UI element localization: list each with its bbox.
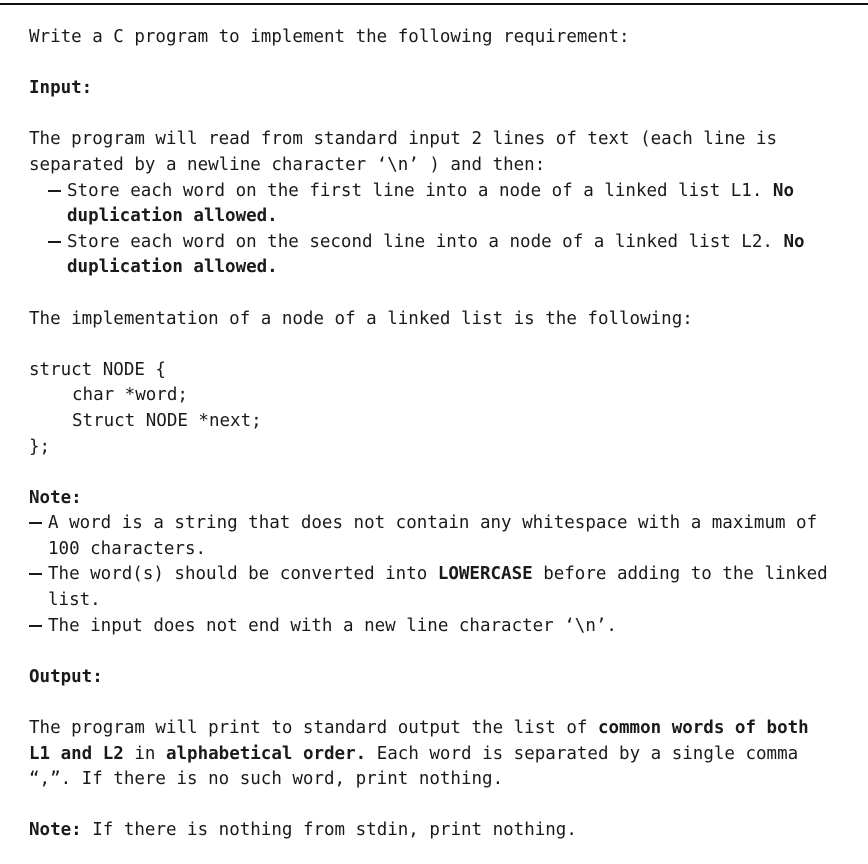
note-bullet-2: The word(s) should be converted into LOWERCASE before adding to the linked list. xyxy=(29,562,859,613)
code-block xyxy=(29,358,859,460)
code-line-1: struct NODE { xyxy=(29,359,166,380)
dash-bullet-icon xyxy=(48,241,61,243)
note-heading: Note: xyxy=(29,487,82,508)
dash-bullet-icon xyxy=(48,190,61,192)
dash-bullet-icon xyxy=(29,573,42,575)
implementation-text: The implementation of a node of a linked list is the following: xyxy=(29,308,693,329)
input-para-line-1: The program will read from standard input 2 lines of text (each line is xyxy=(29,129,778,150)
output-heading: Output: xyxy=(29,666,103,687)
input-bullet-1: Store each word on the first line into a node of a linked list L1. No duplication allowed. xyxy=(29,179,859,230)
input-para-line-2: separated by a newline character ‘\n’ ) and then: xyxy=(29,154,546,175)
dash-bullet-icon xyxy=(29,625,42,627)
final-note-text: If there is nothing from stdin, print nothing. xyxy=(81,820,577,841)
note-bullet-3: The input does not end with a new line character ‘\n’. xyxy=(29,614,859,640)
note-bullet-1: A word is a string that does not contain any whitespace with a maximum of 100 characters. xyxy=(29,511,859,562)
input-heading: Input: xyxy=(29,78,93,99)
top-rule xyxy=(0,3,868,5)
input-bullet-2: Store each word on the second line into a node of a linked list L2. No duplication allowed. xyxy=(29,230,859,281)
intro-text: Write a C program to implement the following requirement: xyxy=(29,27,630,47)
dash-bullet-icon xyxy=(29,522,42,524)
final-note-label: Note: xyxy=(29,820,82,841)
code-line-2: char *word; xyxy=(72,385,188,406)
final-note xyxy=(29,818,859,844)
code-line-4: }; xyxy=(29,436,51,457)
problem-statement xyxy=(29,25,859,844)
output-paragraph: The program will print to standard output the list of common words of both L1 and L2 in alphabetical order. Each word is separated by a single comma “,”. If there is no such word, print nothing. xyxy=(29,718,809,790)
code-line-3: Struct NODE *next; xyxy=(72,410,262,431)
